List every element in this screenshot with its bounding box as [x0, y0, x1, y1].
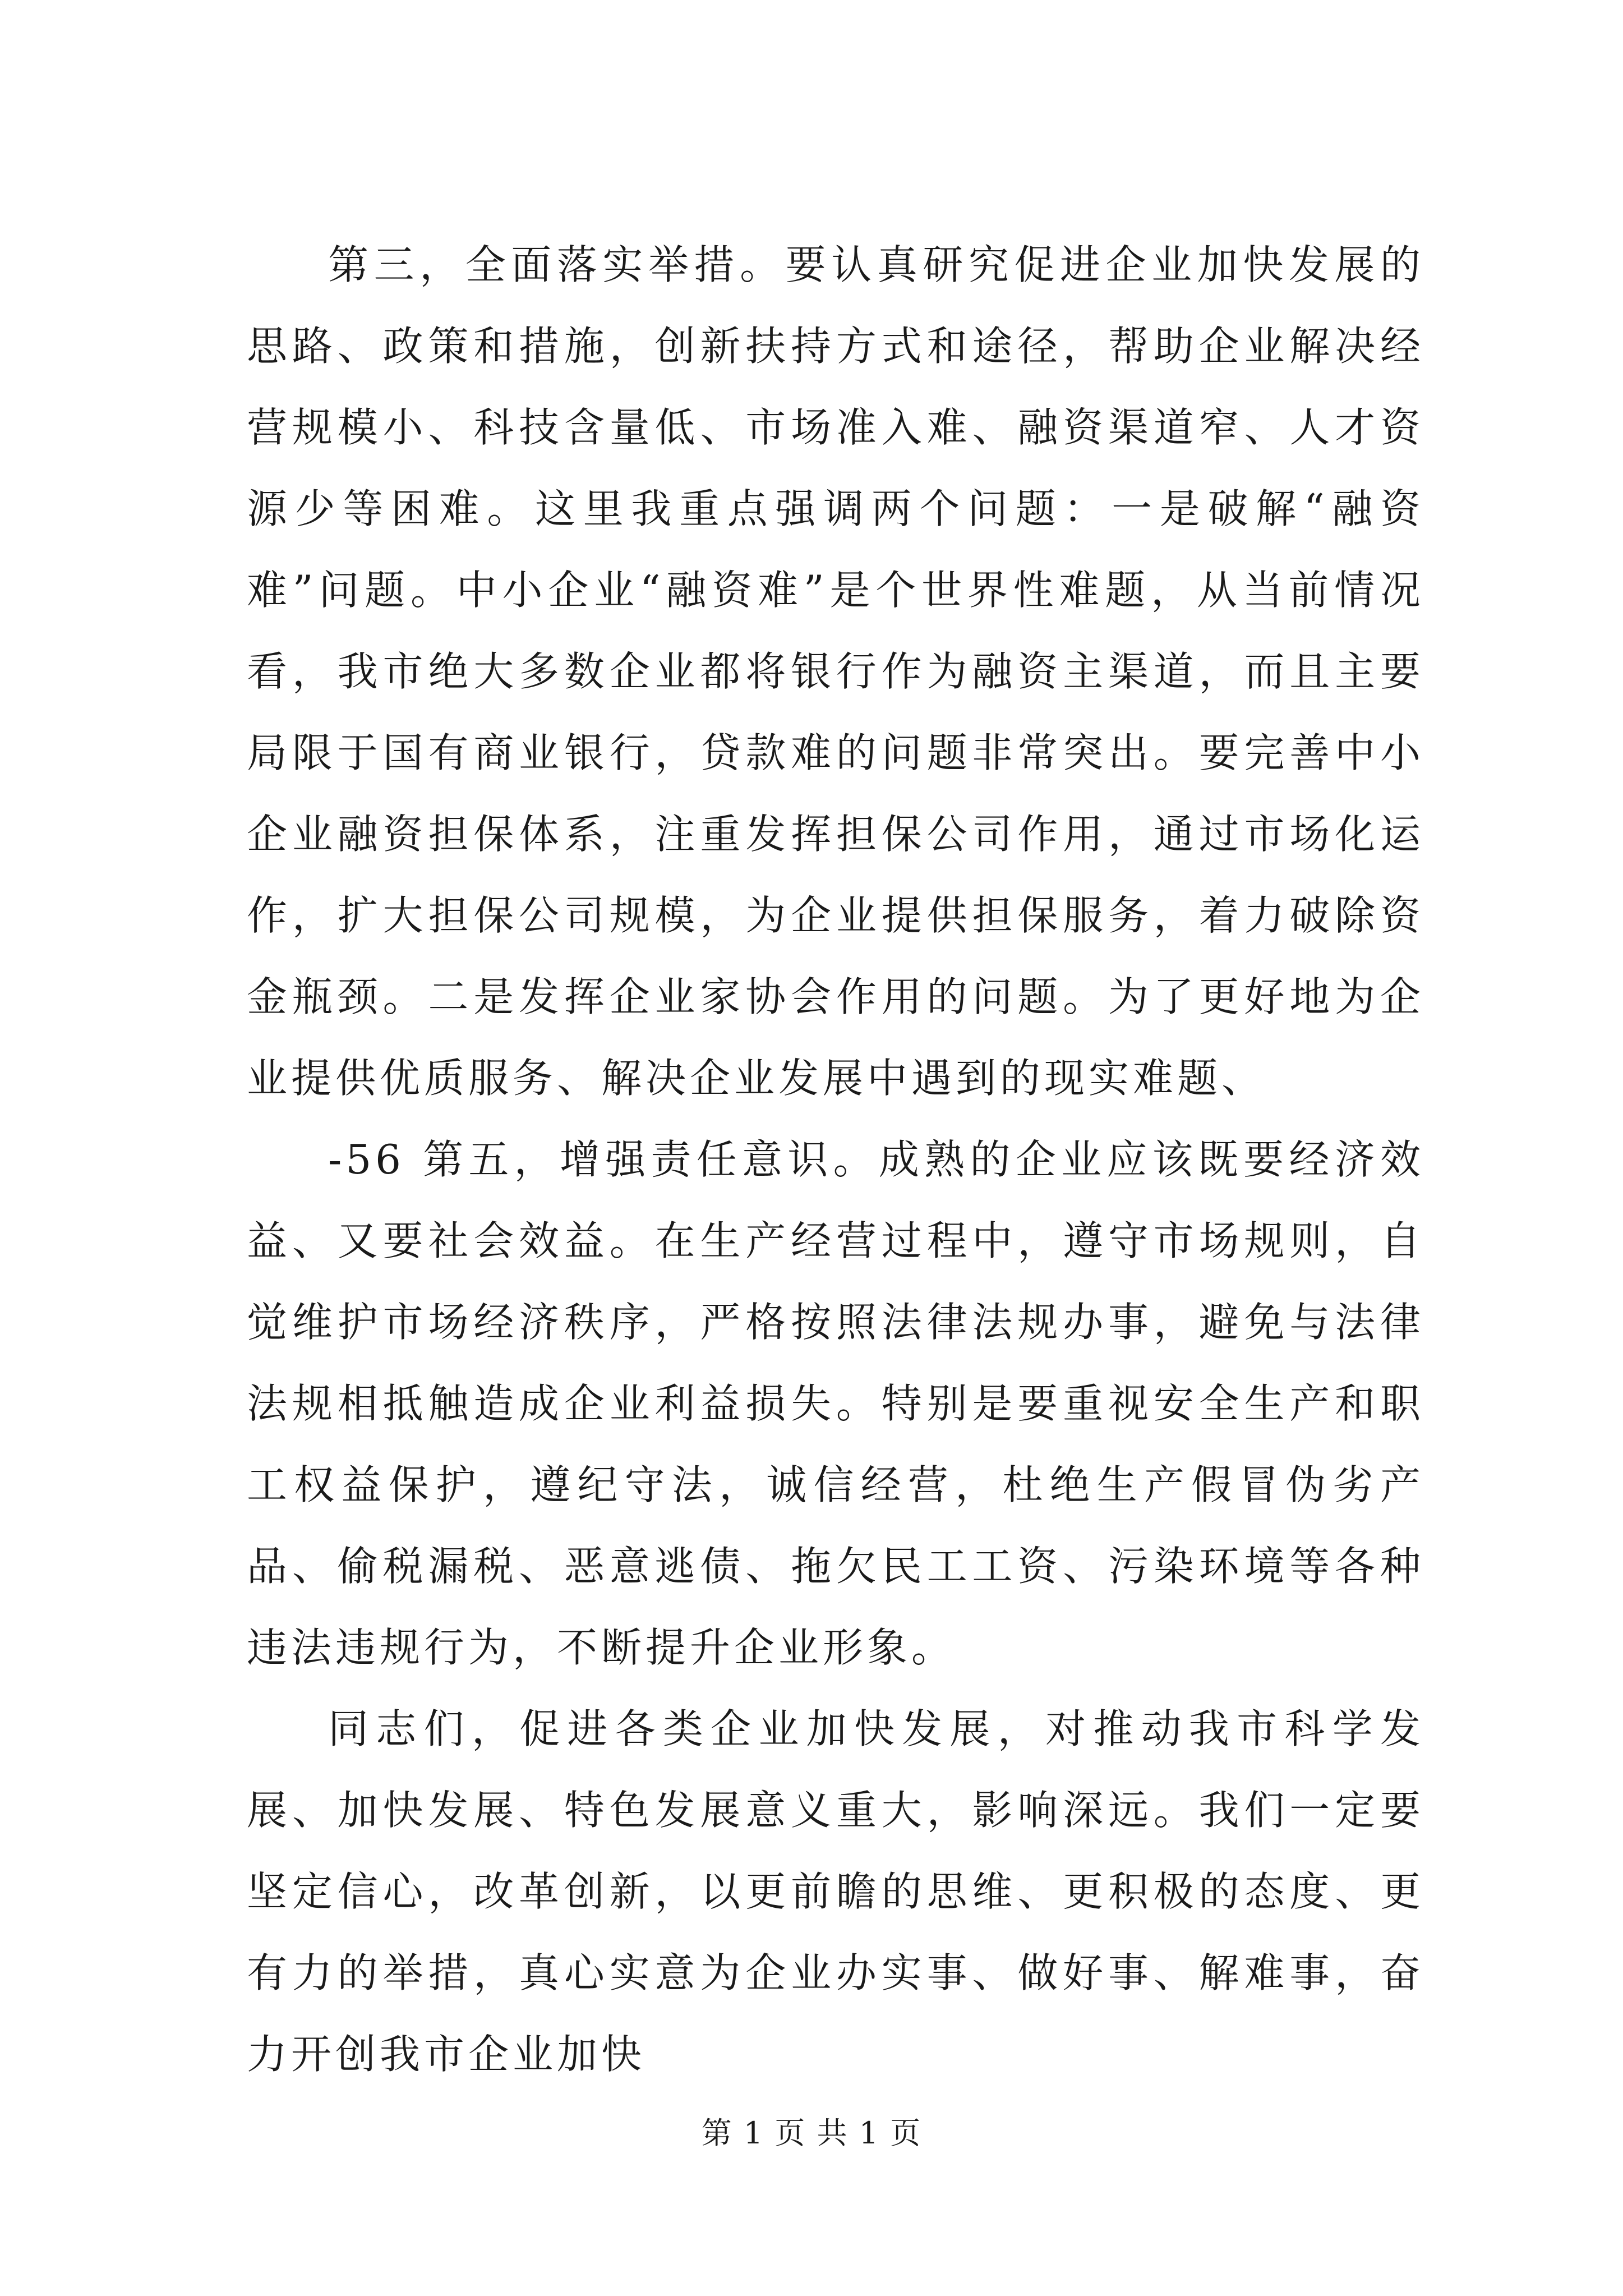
paragraph-closing: 同志们，促进各类企业加快发展，对推动我市科学发展、加快发展、特色发展意义重大，影响深远。我们一定要坚定信心，改革创新，以更前瞻的思维、更积极的态度、更有力的举措，真心实意为企业办实事、做好事、解难事，奋力开创我市企业加快 — [247, 1705, 1424, 2078]
document-body — [247, 224, 1424, 2095]
page-number-footer: 第 1 页 共 1 页 — [701, 2115, 922, 2151]
paragraph-measures: 第三，全面落实举措。要认真研究促进企业加快发展的思路、政策和措施，创新扶持方式和途径，帮助企业解决经营规模小、科技含量低、市场准入难、融资渠道窄、人才资源少等困难。这里我重点强调两个问题：一是破解“融资难”问题。中小企业“融资难”是个世界性难题，从当前情况看，我市绝大多数企业都将银行作为融资主渠道，而且主要局限于国有商业银行，贷款难的问题非常突出。要完善中小企业融资担保体系，注重发挥担保公司作用，通过市场化运作，扩大担保公司规模，为企业提供担保服务，着力破除资金瓶颈。二是发挥企业家协会作用的问题。为了更好地为企业提供优质服务、解决企业发展中遇到的现实难题、 — [247, 241, 1424, 1102]
paragraph-responsibility: -56 第五，增强责任意识。成熟的企业应该既要经济效益、又要社会效益。在生产经营过程中，遵守市场规则，自觉维护市场经济秩序，严格按照法律法规办事，避免与法律法规相抵触造成企业利益损失。特别是要重视安全生产和职工权益保护，遵纪守法，诚信经营，杜绝生产假冒伪劣产品、偷税漏税、恶意逃债、拖欠民工工资、污染环境等各种违法违规行为，不断提升企业形象。 — [247, 1136, 1424, 1671]
